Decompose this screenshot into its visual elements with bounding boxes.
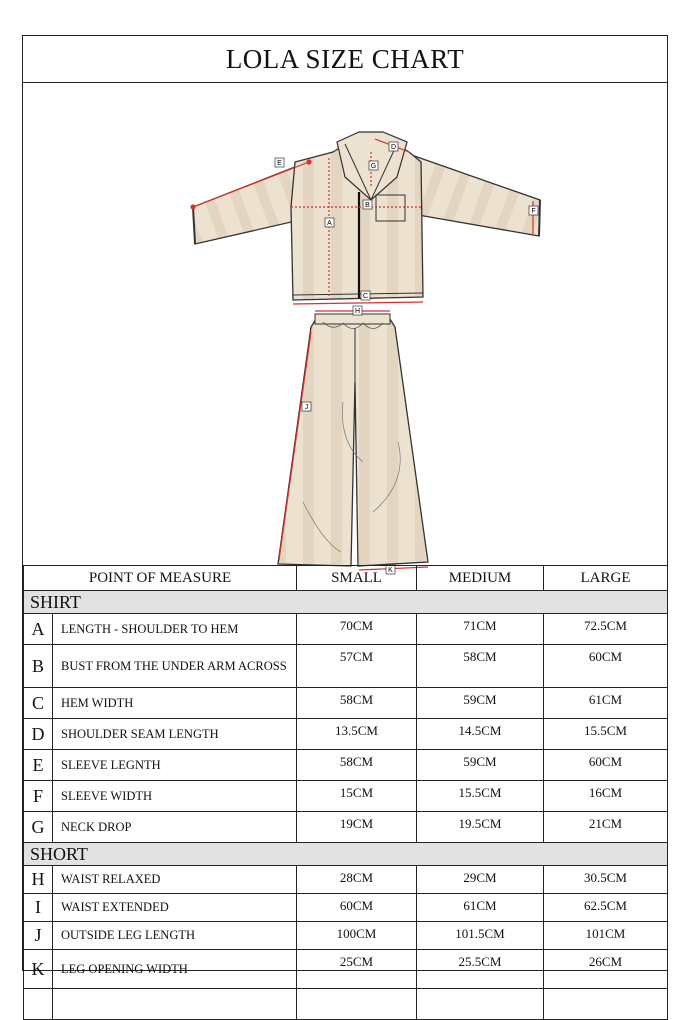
value-large: 21CM (544, 812, 668, 843)
value-large: 72.5CM (544, 614, 668, 645)
value-small: 15CM (297, 781, 417, 812)
svg-text:K: K (388, 567, 393, 574)
row-label: WAIST RELAXED (53, 866, 297, 894)
value-small: 28CM (297, 866, 417, 894)
value-small: 13.5CM (297, 719, 417, 750)
table-row (24, 645, 668, 688)
svg-text:C: C (362, 293, 369, 300)
row-label: NECK DROP (53, 812, 297, 843)
empty-cell (297, 989, 417, 1020)
value-large: 60CM (544, 645, 668, 688)
value-large: 61CM (544, 688, 668, 719)
value-medium: 14.5CM (417, 719, 544, 750)
value-medium: 59CM (417, 750, 544, 781)
row-label: SHOULDER SEAM LENGTH (53, 719, 297, 750)
pants-drawing (278, 314, 428, 566)
svg-text:A: A (327, 220, 332, 227)
value-small: 60CM (297, 894, 417, 922)
label-b (363, 200, 372, 209)
value-large: 62.5CM (544, 894, 668, 922)
value-large: 15.5CM (544, 719, 668, 750)
empty-cell (544, 989, 668, 1020)
empty-cell (24, 989, 53, 1020)
empty-cell (417, 989, 544, 1020)
table-row (24, 950, 668, 989)
label-j (302, 402, 311, 411)
section-title-short: SHORT (24, 843, 668, 866)
row-label: OUTSIDE LEG LENGTH (53, 922, 297, 950)
value-medium: 59CM (417, 688, 544, 719)
svg-text:E: E (277, 160, 282, 167)
row-label: BUST FROM THE UNDER ARM ACROSS (53, 645, 297, 688)
value-medium: 101.5CM (417, 922, 544, 950)
header-large: LARGE (544, 566, 668, 591)
value-medium: 58CM (417, 645, 544, 688)
value-small: 100CM (297, 922, 417, 950)
value-medium: 71CM (417, 614, 544, 645)
svg-text:G: G (370, 163, 377, 170)
value-small: 70CM (297, 614, 417, 645)
section-row-shirt (24, 591, 668, 614)
garment-illustration (23, 82, 667, 574)
value-large: 30.5CM (544, 866, 668, 894)
table-row (24, 750, 668, 781)
row-code: A (24, 614, 53, 645)
table-header-row (24, 566, 668, 591)
value-large: 16CM (544, 781, 668, 812)
empty-cell (53, 989, 297, 1020)
table-row (24, 922, 668, 950)
table-row (24, 894, 668, 922)
row-code: D (24, 719, 53, 750)
row-code: K (24, 950, 53, 989)
section-row-short (24, 843, 668, 866)
value-small: 57CM (297, 645, 417, 688)
table-row (24, 781, 668, 812)
row-label: LENGTH - SHOULDER TO HEM (53, 614, 297, 645)
svg-text:J: J (304, 404, 309, 411)
table-row (24, 866, 668, 894)
row-code: B (24, 645, 53, 688)
row-label: SLEEVE WIDTH (53, 781, 297, 812)
row-code: F (24, 781, 53, 812)
table-row (24, 614, 668, 645)
row-label: SLEEVE LEGNTH (53, 750, 297, 781)
row-label: WAIST EXTENDED (53, 894, 297, 922)
table-row (24, 719, 668, 750)
value-medium: 29CM (417, 866, 544, 894)
label-g (369, 161, 378, 170)
size-chart-sheet (22, 35, 668, 979)
svg-text:H: H (354, 308, 361, 315)
value-medium: 61CM (417, 894, 544, 922)
value-medium: 15.5CM (417, 781, 544, 812)
value-large: 101CM (544, 922, 668, 950)
value-small: 58CM (297, 750, 417, 781)
label-a (325, 218, 334, 227)
table-row (24, 688, 668, 719)
row-code: J (24, 922, 53, 950)
measurement-table (23, 565, 668, 1020)
label-d (389, 142, 398, 151)
value-medium: 19.5CM (417, 812, 544, 843)
header-small: SMALL (297, 566, 417, 591)
svg-text:B: B (365, 202, 370, 209)
value-medium: 25.5CM (417, 950, 544, 989)
value-small: 19CM (297, 812, 417, 843)
svg-text:F: F (531, 208, 536, 215)
value-small: 25CM (297, 950, 417, 989)
section-title-shirt: SHIRT (24, 591, 668, 614)
shirt-drawing (193, 132, 540, 300)
header-point-of-measure: POINT OF MEASURE (24, 566, 297, 591)
table-row (24, 812, 668, 843)
row-code: E (24, 750, 53, 781)
table-filler-row (24, 989, 668, 1020)
header-medium: MEDIUM (417, 566, 544, 591)
value-large: 26CM (544, 950, 668, 989)
row-code: H (24, 866, 53, 894)
svg-text:D: D (390, 144, 397, 151)
label-f (529, 206, 538, 215)
pajama-diagram (23, 82, 667, 574)
label-h (353, 306, 362, 315)
chart-title: LOLA SIZE CHART (23, 36, 667, 83)
value-large: 60CM (544, 750, 668, 781)
label-c (361, 291, 370, 300)
row-code: I (24, 894, 53, 922)
row-label: HEM WIDTH (53, 688, 297, 719)
label-e (275, 158, 284, 167)
row-code: C (24, 688, 53, 719)
row-code: G (24, 812, 53, 843)
row-label: LEG OPENING WIDTH (53, 950, 297, 989)
value-small: 58CM (297, 688, 417, 719)
